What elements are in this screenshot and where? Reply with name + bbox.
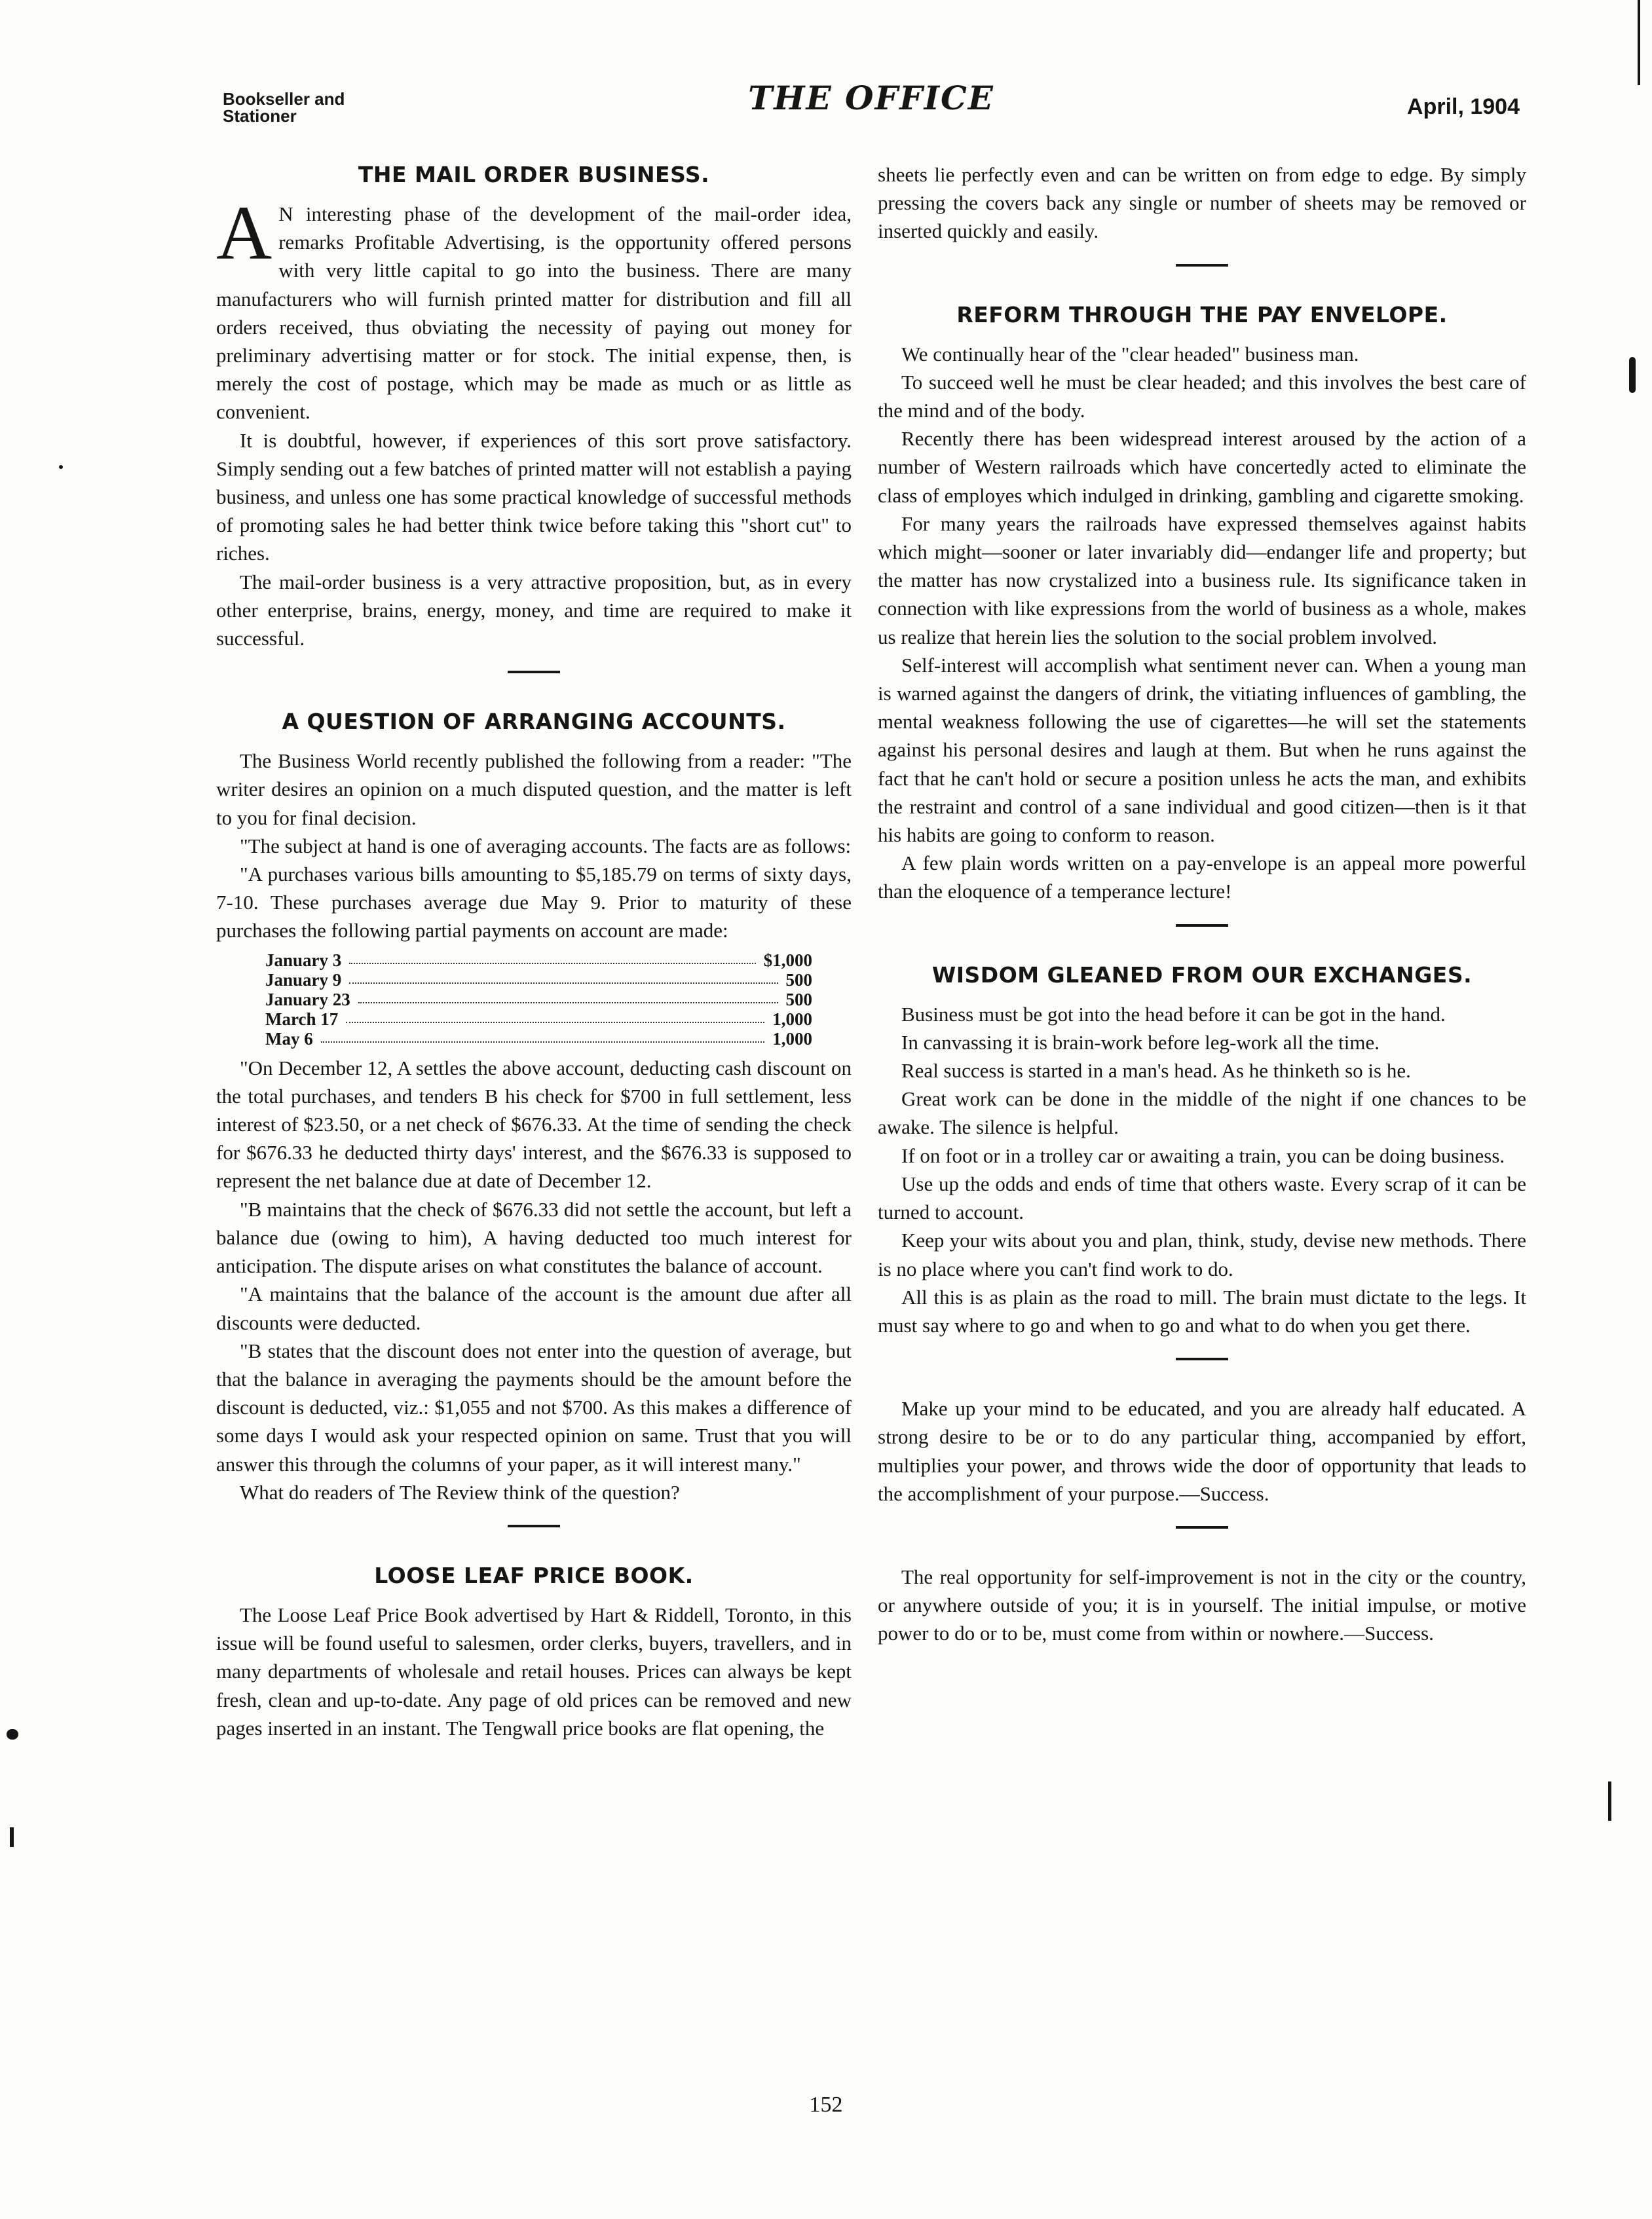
ledger-date: January 3 bbox=[265, 950, 342, 970]
leader-dots bbox=[349, 970, 778, 984]
article-paragraph: The Loose Leaf Price Book advertised by Hart & Riddell, Toronto, in this issue will be found useful to salesmen, order clerks, buyers, travellers, and in many departments of wholesale and retail houses. Prices can always be kept fresh, clean and up-to-date. Any page of old prices can be removed and new pages inserted in an instant. The Tengwall price books are flat opening, the bbox=[216, 1603, 852, 1740]
article-continuation: sheets lie perfectly even and can be written on from edge to edge. By simply pressing the covers back any single or number of sheets may be removed or inserted quickly and easily. bbox=[878, 163, 1526, 243]
ledger-date: January 9 bbox=[265, 969, 342, 990]
article-paragraph: "A purchases various bills amounting to $5,185.79 on terms of sixty days, 7-10. These purchases average due May 9. Prior to maturity of these purchases the following partial payments on account are made: bbox=[216, 863, 852, 942]
left-column bbox=[216, 160, 852, 1742]
payments-ledger bbox=[265, 950, 812, 1049]
article-paragraph: The Business World recently published the following from a reader: "The writer desires an opinion on a much disputed question, and the matter is left to you for final decision. bbox=[216, 749, 852, 829]
ledger-row bbox=[265, 990, 812, 1009]
article-paragraph: Self-interest will accomplish what sentiment never can. When a young man is warned against the dangers of drink, the vitiating influences of gambling, the mental weakness following the use of cigarettes—he will set the statements against his personal desires and laugh at them. But when he runs against the fact that he can't hold or secure a position unless he acts the man, and exhibits the restraint and control of a sane individual and good citizen—then is it that his habits are going to conform to reason. bbox=[878, 653, 1526, 847]
article-paragraph: Make up your mind to be educated, and you are already half educated. A strong desire to be or to do any particular thing, accompanied by effort, multiplies your power, and throws wide the door of opportunity that leads to the accomplishment of your purpose.—Success. bbox=[878, 1397, 1526, 1505]
article-paragraph: "B maintains that the check of $676.33 did not settle the account, but left a balance due (owing to him), A having deducted too much interest for anticipation. The dispute arises on what constitutes the balance of account. bbox=[216, 1197, 852, 1278]
section-divider bbox=[508, 671, 560, 673]
article-paragraph: Great work can be done in the middle of the night if one chances to be awake. The silence is helpful. bbox=[878, 1087, 1526, 1139]
article-paragraph: Recently there has been widespread interest aroused by the action of a number of Western railroads which have concertedly acted to eliminate the class of employes which indulged in drinking, gambling and cigarette smoking. bbox=[878, 427, 1526, 507]
scan-speck bbox=[10, 1827, 14, 1847]
article-paragraph: All this is as plain as the road to mill. The brain must dictate to the legs. It must say where to go and when to go and what to do when you get there. bbox=[878, 1285, 1526, 1337]
article-wisdom bbox=[878, 961, 1526, 1339]
article-paragraph: What do readers of The Review think of the question? bbox=[240, 1480, 680, 1504]
article-title: A QUESTION OF ARRANGING ACCOUNTS. bbox=[282, 709, 786, 735]
article-paragraph: "A maintains that the balance of the account is the amount due after all discounts were deducted. bbox=[216, 1282, 852, 1334]
article-paragraph: For many years the railroads have expressed themselves against habits which might—sooner or later invariably did—endanger life and property; but the matter has now crystalized into a business rule. Its significance taken in connection with like expressions from the world of business as a whole, makes us realize that herein lies the solution to the social problem involved. bbox=[878, 512, 1526, 648]
article-paragraph: We continually hear of the "clear headed" business man. bbox=[901, 342, 1359, 365]
article-paragraph: Use up the odds and ends of time that others waste. Every scrap of it can be turned to account. bbox=[878, 1172, 1526, 1224]
scan-speck bbox=[59, 465, 63, 469]
ledger-amount: 500 bbox=[785, 969, 812, 990]
article-paragraph: The mail-order business is a very attractive proposition, but, as in every other enterprise, brains, energy, money, and time are required to make it successful. bbox=[216, 570, 852, 650]
article-paragraph: In canvassing it is brain-work before leg-work all the time. bbox=[901, 1030, 1380, 1054]
article-paragraph: Business must be got into the head before it can be got in the hand. bbox=[901, 1002, 1446, 1026]
ledger-row bbox=[265, 1009, 812, 1029]
article-paragraph: "The subject at hand is one of averaging accounts. The facts are as follows: bbox=[240, 834, 852, 857]
article-paragraph bbox=[216, 190, 852, 426]
ledger-amount: 1,000 bbox=[772, 1028, 812, 1049]
article-paragraph: "B states that the discount does not enter into the question of average, but that the balance in averaging the payments should be the amount before the discount is deducted, viz.: $1,055 and not $700. As this makes a difference of some days I would ask your respected opinion on same. Trust that you will answer this through the columns of your paper, as it will interest many." bbox=[216, 1339, 852, 1476]
ledger-date: March 17 bbox=[265, 1009, 339, 1029]
article-title: THE MAIL ORDER BUSINESS. bbox=[358, 162, 710, 187]
section-divider bbox=[1176, 1358, 1228, 1360]
ledger-amount: 1,000 bbox=[772, 1009, 812, 1029]
scan-speck bbox=[7, 1729, 18, 1740]
section-title: THE OFFICE bbox=[748, 79, 994, 117]
article-accounts bbox=[216, 707, 852, 1506]
issue-date: April, 1904 bbox=[1407, 94, 1520, 119]
article-paragraph: Keep your wits about you and plan, think, study, devise new methods. There is no place where you can't find work to do. bbox=[878, 1229, 1526, 1280]
article-title: WISDOM GLEANED FROM OUR EXCHANGES. bbox=[931, 961, 1473, 988]
ledger-date: January 23 bbox=[265, 989, 350, 1009]
article-loose-leaf bbox=[216, 1561, 852, 1742]
scan-edge-mark bbox=[1638, 0, 1640, 85]
ledger-amount: 500 bbox=[785, 989, 812, 1009]
scan-edge-mark bbox=[1629, 357, 1636, 393]
paragraph-text: N interesting phase of the development of the mail-order idea, remarks Profitable Advertising, is the opportunity offered persons with very little capital to go into the business. There are many manufacturers who will furnish printed matter for distribution and fill all orders received, thus obviating the necessity of paying out money for preliminary advertising matter or for stock. The initial expense, then, is merely the cost of postage, which may be made as much or as little as convenient. bbox=[216, 202, 852, 424]
publication-name-line-2: Stationer bbox=[223, 106, 297, 126]
ledger-row bbox=[265, 1029, 812, 1049]
article-title: REFORM THROUGH THE PAY ENVELOPE. bbox=[956, 301, 1448, 327]
right-column bbox=[878, 160, 1526, 1648]
publication-name-line-1: Bookseller and bbox=[223, 89, 345, 109]
article-paragraph: "On December 12, A settles the above account, deducting cash discount on the total purchases, and tenders B his check for $700 in full settlement, less interest of $23.50, or a net check of $676.33. At the time of sending the check for $676.33 he deducted thirty days' interest, and the $676.33 is supposed to represent the net balance due at date of December 12. bbox=[216, 1056, 852, 1193]
article-mail-order bbox=[216, 160, 852, 652]
ledger-row bbox=[265, 950, 812, 970]
section-divider bbox=[1176, 1526, 1228, 1529]
section-divider bbox=[1176, 264, 1228, 267]
page-number: 152 bbox=[809, 2093, 843, 2117]
leader-dots bbox=[349, 950, 755, 964]
ledger-row bbox=[265, 970, 812, 990]
page-header bbox=[223, 79, 1520, 131]
article-paragraph: The real opportunity for self-improvement is not in the city or the country, or anywhere outside of you; it is in yourself. The initial impulse, or motive power to do or to be, must come from within or nowhere.—Success. bbox=[878, 1565, 1526, 1645]
leader-dots bbox=[321, 1029, 765, 1043]
article-title: LOOSE LEAF PRICE BOOK. bbox=[374, 1562, 694, 1588]
drop-cap: A bbox=[216, 190, 272, 276]
article-paragraph: Real success is started in a man's head. As he thinketh so is he. bbox=[901, 1059, 1411, 1083]
article-reform bbox=[878, 301, 1526, 906]
leader-dots bbox=[346, 1009, 764, 1023]
leader-dots bbox=[358, 990, 778, 1003]
article-paragraph: It is doubtful, however, if experiences of this sort prove satisfactory. Simply sending out a few batches of printed matter will not establish a paying business, and unless one has some practical knowledge of successful methods of promoting sales he had better think twice before taking this "short cut" to riches. bbox=[216, 428, 852, 565]
article-paragraph: If on foot or in a trolley car or awaiting a train, you can be doing business. bbox=[901, 1144, 1505, 1167]
article-paragraph: A few plain words written on a pay-envelope is an appeal more powerful than the eloquence of a temperance lecture! bbox=[878, 851, 1526, 903]
section-divider bbox=[508, 1525, 560, 1527]
scan-edge-mark bbox=[1608, 1781, 1611, 1821]
ledger-date: May 6 bbox=[265, 1028, 313, 1049]
ledger-amount: $1,000 bbox=[763, 950, 812, 970]
article-paragraph: To succeed well he must be clear headed; and this involves the best care of the mind and of the body. bbox=[878, 370, 1526, 422]
section-divider bbox=[1176, 924, 1228, 927]
